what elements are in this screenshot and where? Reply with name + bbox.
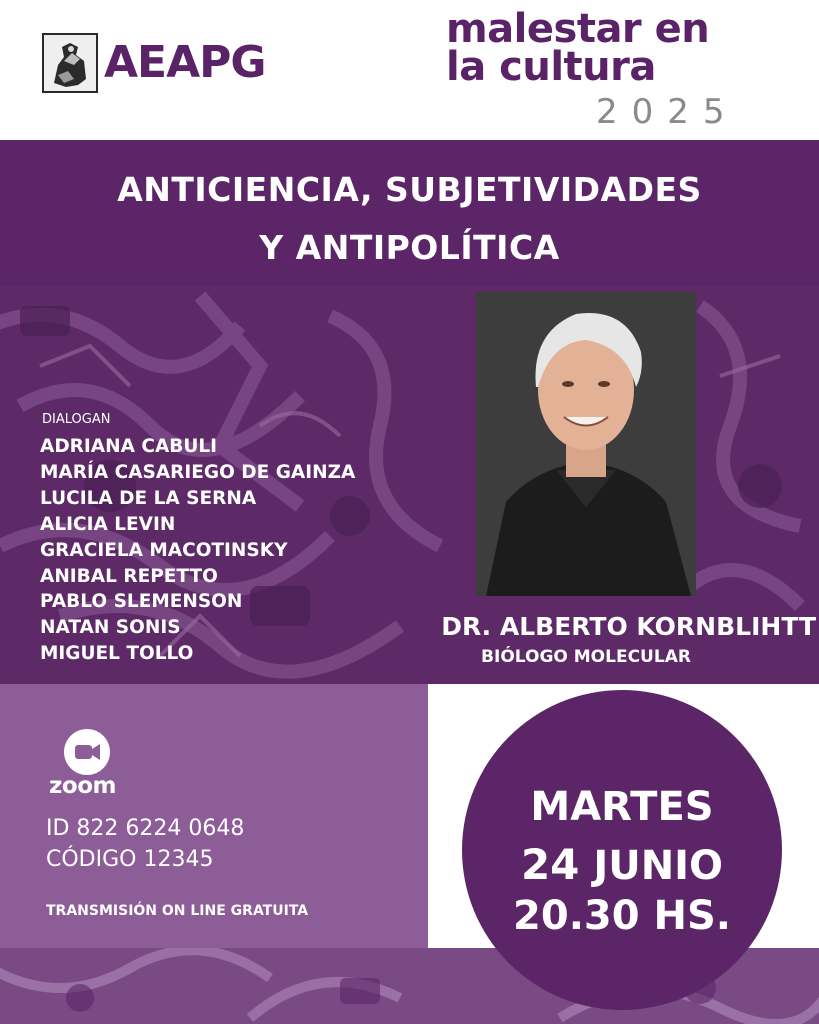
event-title-band (0, 140, 819, 286)
panelist-name: PABLO SLEMENSON (40, 591, 243, 613)
logo-emblem-icon (42, 33, 98, 93)
panelist-name: NATAN SONIS (40, 617, 181, 639)
event-title-line1: ANTICIENCIA, SUBJETIVIDADES (117, 170, 702, 209)
zoom-camera-icon (64, 729, 110, 775)
header (0, 0, 819, 140)
panelist-name: ALICIA LEVIN (40, 513, 176, 535)
logo-text: AEAPG (104, 37, 266, 88)
meeting-id: ID 822 6224 0648 (46, 816, 245, 841)
dialogan-label: DIALOGAN (42, 412, 111, 427)
free-transmission-note: TRANSMISIÓN ON LINE GRATUITA (46, 903, 309, 919)
speaker-name: DR. ALBERTO KORNBLIHTT (441, 612, 816, 641)
date-badge (462, 690, 782, 1010)
mural-section (0, 286, 819, 684)
speaker-role: BIÓLOGO MOLECULAR (481, 647, 691, 667)
panelist-name: GRACIELA MACOTINSKY (40, 539, 288, 561)
date-weekday: MARTES (530, 784, 714, 830)
date-day: 24 (520, 840, 580, 889)
panelist-name: ANIBAL REPETTO (40, 565, 218, 587)
series-year: 2025 (596, 92, 739, 132)
meeting-code: CÓDIGO 12345 (46, 847, 214, 872)
date-day-month (462, 840, 782, 889)
panelist-name: MIGUEL TOLLO (40, 643, 194, 665)
date-month: JUNIO (593, 843, 724, 889)
panelist-name: MARÍA CASARIEGO DE GAINZA (40, 461, 356, 483)
zoom-label: zoom (49, 773, 116, 799)
series-title-line2: la cultura (446, 44, 656, 90)
access-info-panel (0, 684, 428, 948)
panelist-name: LUCILA DE LA SERNA (40, 487, 257, 509)
speaker-photo (476, 292, 696, 596)
panelist-name: ADRIANA CABULI (40, 436, 218, 457)
series-title-line1: malestar en (446, 6, 710, 52)
event-title-line2: Y ANTIPOLÍTICA (259, 228, 560, 267)
date-time: 20.30 HS. (513, 893, 731, 939)
panelist-list (40, 434, 355, 667)
series-title (446, 6, 710, 90)
